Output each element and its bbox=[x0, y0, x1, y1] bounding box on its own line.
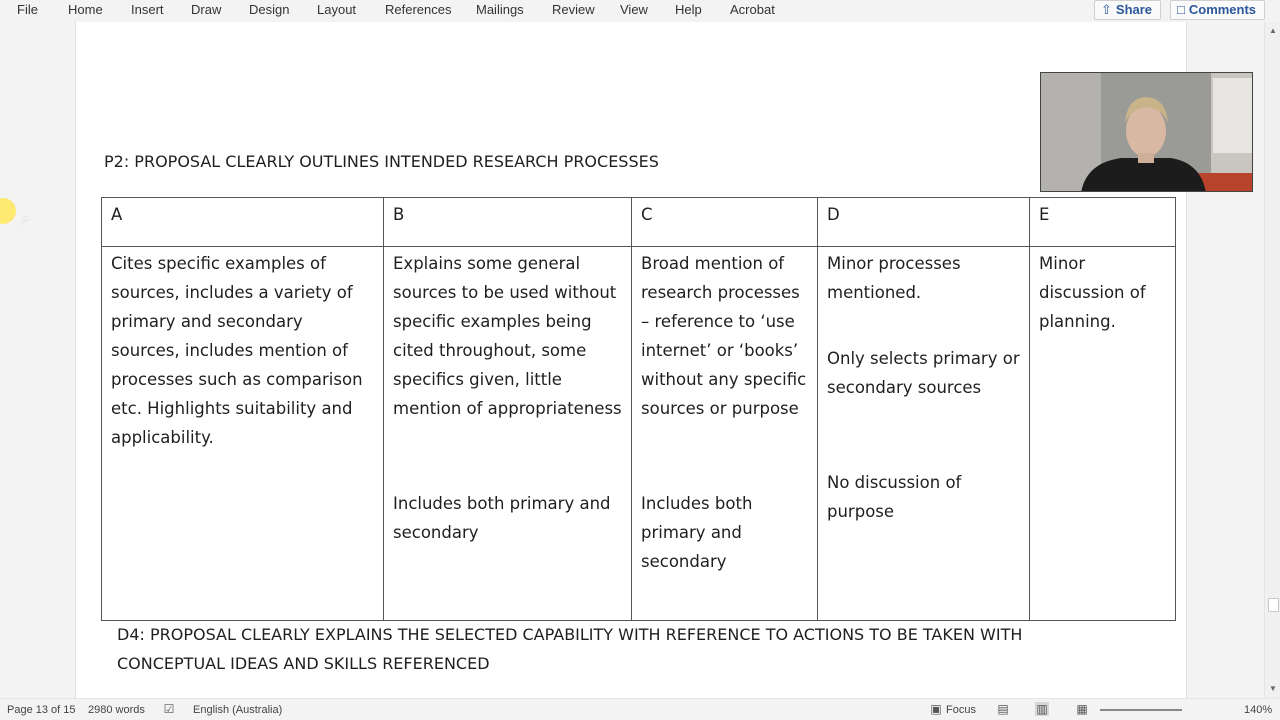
tab-view[interactable]: View bbox=[620, 2, 648, 17]
cell-text: Minor discussion of planning. bbox=[1039, 254, 1146, 331]
table-header-cell: D bbox=[818, 198, 1030, 247]
cell-text: Only selects primary or secondary sources bbox=[827, 349, 1020, 397]
print-layout-icon[interactable]: ▥ bbox=[1036, 702, 1048, 716]
read-mode-icon[interactable]: ▤ bbox=[997, 702, 1009, 716]
tab-insert[interactable]: Insert bbox=[131, 2, 164, 17]
focus-label[interactable]: Focus bbox=[946, 704, 976, 716]
table-header-cell: E bbox=[1030, 198, 1176, 247]
table-cell-e[interactable] bbox=[1030, 247, 1176, 621]
status-bar bbox=[0, 698, 1280, 720]
comment-icon: □ bbox=[1177, 2, 1185, 17]
rubric-table bbox=[101, 197, 1176, 621]
table-cell-d[interactable] bbox=[818, 247, 1030, 621]
document-canvas[interactable] bbox=[0, 22, 1264, 698]
zoom-level[interactable]: 140% bbox=[1244, 704, 1273, 716]
cell-text: Broad mention of research processes – reference to ‘use internet’ or ‘books’ without any specific sources or purpose bbox=[641, 254, 807, 418]
table-cell-c[interactable] bbox=[632, 247, 818, 621]
table-header-cell: B bbox=[384, 198, 632, 247]
word-count[interactable]: 2980 words bbox=[88, 704, 145, 716]
table-row bbox=[102, 247, 1176, 621]
tab-acrobat[interactable]: Acrobat bbox=[730, 2, 775, 17]
page-count[interactable]: Page 13 of 15 bbox=[7, 704, 76, 716]
table-header-row bbox=[102, 198, 1176, 247]
cell-text: Cites specific examples of sources, includes a variety of primary and secondary sources, includes mention of processes such as comparison etc. Highlights suitability and applicability. bbox=[111, 254, 363, 447]
mouse-cursor-icon: ↗ bbox=[18, 212, 30, 228]
section-heading-2: D4: PROPOSAL CLEARLY EXPLAINS THE SELECTED CAPABILITY WITH REFERENCE TO ACTIONS TO BE TAKEN WITH CONCEPTUAL IDEAS AND SKILLS REFERENCED bbox=[117, 625, 1023, 673]
tab-review[interactable]: Review bbox=[552, 2, 595, 17]
tab-mailings[interactable]: Mailings bbox=[476, 2, 524, 17]
scroll-up-icon[interactable]: ▲ bbox=[1269, 26, 1277, 35]
table-header-cell: A bbox=[102, 198, 384, 247]
table-cell-a[interactable] bbox=[102, 247, 384, 621]
tab-file[interactable]: File bbox=[17, 2, 38, 17]
document-page[interactable] bbox=[75, 22, 1187, 698]
tab-design[interactable]: Design bbox=[249, 2, 290, 17]
cell-text: Explains some general sources to be used without specific examples being cited throughout, some specifics given, little mention of appropriateness bbox=[393, 254, 622, 418]
ribbon-tab-bar bbox=[0, 0, 1280, 22]
cell-text: Includes both primary and secondary bbox=[393, 494, 611, 542]
proofing-icon[interactable]: ☑ bbox=[163, 702, 175, 716]
share-label: Share bbox=[1115, 2, 1153, 17]
tab-draw[interactable]: Draw bbox=[191, 2, 222, 17]
tab-home[interactable]: Home bbox=[68, 2, 103, 17]
presenter-video-image bbox=[1041, 73, 1253, 192]
cell-text: Includes both primary and secondary bbox=[641, 494, 753, 571]
vertical-scrollbar[interactable] bbox=[1264, 22, 1280, 698]
tab-layout[interactable]: Layout bbox=[317, 2, 357, 17]
scroll-down-icon[interactable]: ▼ bbox=[1269, 684, 1277, 693]
scrollbar-thumb[interactable] bbox=[1268, 598, 1279, 612]
share-button[interactable] bbox=[1094, 0, 1161, 20]
comments-label: Comments bbox=[1188, 2, 1257, 17]
cell-text: Minor processes mentioned. bbox=[827, 254, 961, 302]
table-header-cell: C bbox=[632, 198, 818, 247]
web-layout-icon[interactable]: ▦ bbox=[1076, 702, 1088, 716]
tab-references[interactable]: References bbox=[385, 2, 452, 17]
webcam-overlay bbox=[1040, 72, 1253, 192]
tab-help[interactable]: Help bbox=[675, 2, 702, 17]
table-cell-b[interactable] bbox=[384, 247, 632, 621]
cell-text: No discussion of purpose bbox=[827, 473, 962, 521]
language-indicator[interactable]: English (Australia) bbox=[193, 704, 283, 716]
share-icon: ⇧ bbox=[1101, 2, 1112, 17]
laser-pointer-highlight bbox=[0, 198, 16, 224]
section-heading: P2: PROPOSAL CLEARLY OUTLINES INTENDED RESEARCH PROCESSES bbox=[104, 152, 659, 171]
zoom-slider[interactable] bbox=[1100, 709, 1182, 711]
focus-icon[interactable]: ▣ bbox=[930, 702, 942, 716]
comments-button[interactable] bbox=[1170, 0, 1265, 20]
